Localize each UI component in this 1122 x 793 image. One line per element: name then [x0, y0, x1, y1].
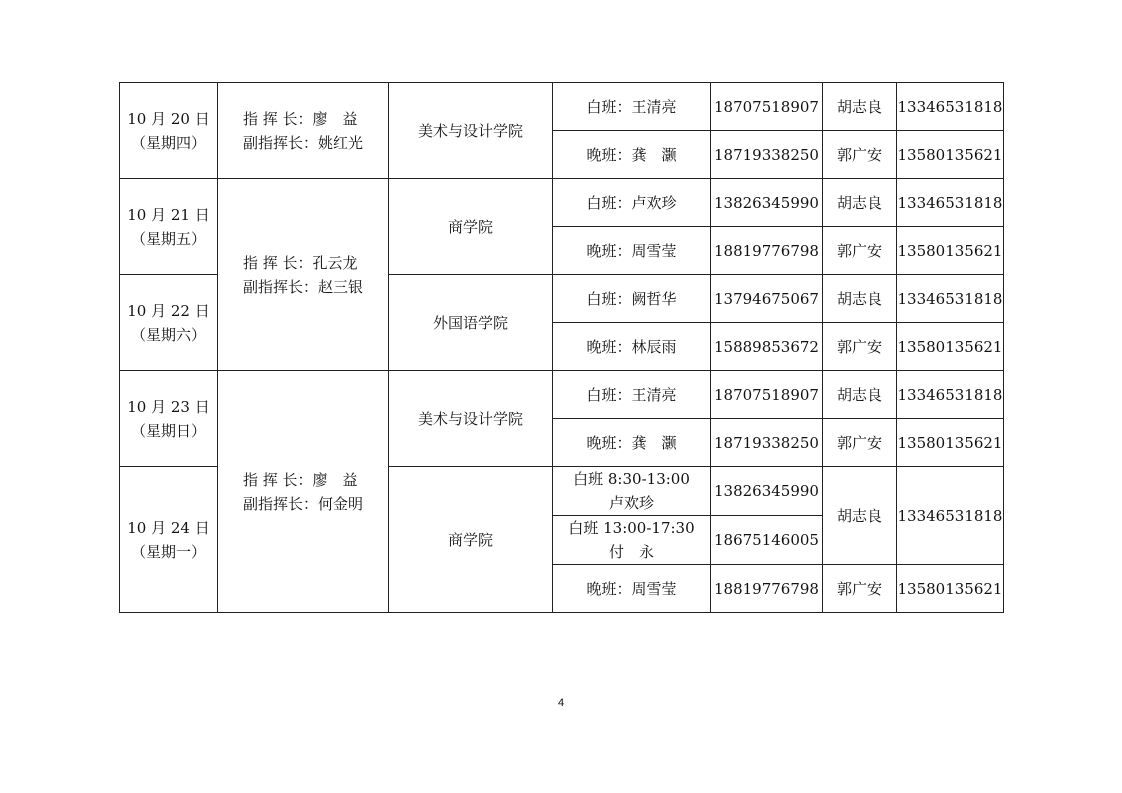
college-cell: 外国语学院: [389, 275, 553, 371]
date-cell: [120, 83, 218, 179]
contact-name-cell: 胡志良: [823, 275, 897, 323]
date-text: 10 月 21 日: [127, 205, 210, 224]
contact-name-cell: 郭广安: [823, 419, 897, 467]
page-number: 4: [557, 697, 565, 709]
duty-schedule-table: [119, 82, 1004, 613]
shift-cell: [553, 467, 711, 516]
college-cell: 美术与设计学院: [389, 371, 553, 467]
chief-commander: 指 挥 长：孔云龙: [242, 253, 358, 272]
deputy-commander: 副指挥长：赵三银: [242, 277, 363, 296]
college-cell: 商学院: [389, 467, 553, 613]
phone-cell: 18819776798: [711, 227, 823, 275]
contact-name-cell: 郭广安: [823, 227, 897, 275]
contact-phone-cell: 13346531818: [897, 467, 1004, 565]
shift-cell: 白班：王清亮: [553, 83, 711, 131]
college-cell: 美术与设计学院: [389, 83, 553, 179]
shift-cell: 白班：王清亮: [553, 371, 711, 419]
deputy-commander: 副指挥长：姚红光: [242, 133, 363, 152]
table-row: [120, 83, 1004, 131]
weekday-text: （星期日）: [130, 421, 206, 440]
contact-phone-cell: 13346531818: [897, 275, 1004, 323]
commander-cell: [218, 83, 389, 179]
commander-cell: [218, 179, 389, 371]
phone-cell: 18819776798: [711, 565, 823, 613]
contact-phone-cell: 13580135621: [897, 131, 1004, 179]
contact-name-cell: 郭广安: [823, 565, 897, 613]
contact-phone-cell: 13346531818: [897, 83, 1004, 131]
phone-cell: 18675146005: [711, 516, 823, 565]
contact-phone-cell: 13580135621: [897, 565, 1004, 613]
contact-phone-cell: 13580135621: [897, 227, 1004, 275]
shift-cell: 晚班：周雪莹: [553, 227, 711, 275]
weekday-text: （星期四）: [130, 133, 206, 152]
deputy-commander: 副指挥长：何金明: [242, 494, 363, 513]
date-text: 10 月 20 日: [127, 109, 210, 128]
shift-person: 卢欢珍: [608, 494, 654, 512]
date-text: 10 月 23 日: [127, 397, 210, 416]
phone-cell: 18719338250: [711, 131, 823, 179]
contact-name-cell: 胡志良: [823, 83, 897, 131]
shift-cell: 晚班：周雪莹: [553, 565, 711, 613]
weekday-text: （星期六）: [130, 325, 206, 344]
date-text: 10 月 22 日: [127, 301, 210, 320]
shift-cell: 白班：卢欢珍: [553, 179, 711, 227]
phone-cell: 18707518907: [711, 83, 823, 131]
date-text: 10 月 24 日: [127, 518, 210, 537]
contact-name-cell: 胡志良: [823, 467, 897, 565]
contact-name-cell: 郭广安: [823, 323, 897, 371]
weekday-text: （星期一）: [130, 542, 206, 561]
date-cell: [120, 179, 218, 275]
shift-person: 付 永: [608, 543, 654, 561]
table-row: [120, 179, 1004, 227]
shift-time: 白班 13:00-17:30: [568, 519, 695, 537]
date-cell: [120, 467, 218, 613]
contact-phone-cell: 13580135621: [897, 419, 1004, 467]
shift-cell: 晚班：龚 灏: [553, 419, 711, 467]
date-cell: [120, 275, 218, 371]
contact-phone-cell: 13580135621: [897, 323, 1004, 371]
contact-name-cell: 胡志良: [823, 179, 897, 227]
college-cell: 商学院: [389, 179, 553, 275]
phone-cell: 18719338250: [711, 419, 823, 467]
chief-commander: 指 挥 长：廖 益: [242, 470, 358, 489]
shift-cell: 白班：阙哲华: [553, 275, 711, 323]
weekday-text: （星期五）: [130, 229, 206, 248]
contact-name-cell: 胡志良: [823, 371, 897, 419]
phone-cell: 13826345990: [711, 467, 823, 516]
phone-cell: 18707518907: [711, 371, 823, 419]
shift-cell: 晚班：林辰雨: [553, 323, 711, 371]
table-row: [120, 371, 1004, 419]
shift-cell: [553, 516, 711, 565]
shift-time: 白班 8:30-13:00: [573, 470, 690, 488]
phone-cell: 13794675067: [711, 275, 823, 323]
contact-phone-cell: 13346531818: [897, 179, 1004, 227]
phone-cell: 15889853672: [711, 323, 823, 371]
contact-name-cell: 郭广安: [823, 131, 897, 179]
shift-cell: 晚班：龚 灏: [553, 131, 711, 179]
commander-cell: [218, 371, 389, 613]
date-cell: [120, 371, 218, 467]
phone-cell: 13826345990: [711, 179, 823, 227]
contact-phone-cell: 13346531818: [897, 371, 1004, 419]
chief-commander: 指 挥 长：廖 益: [242, 109, 358, 128]
